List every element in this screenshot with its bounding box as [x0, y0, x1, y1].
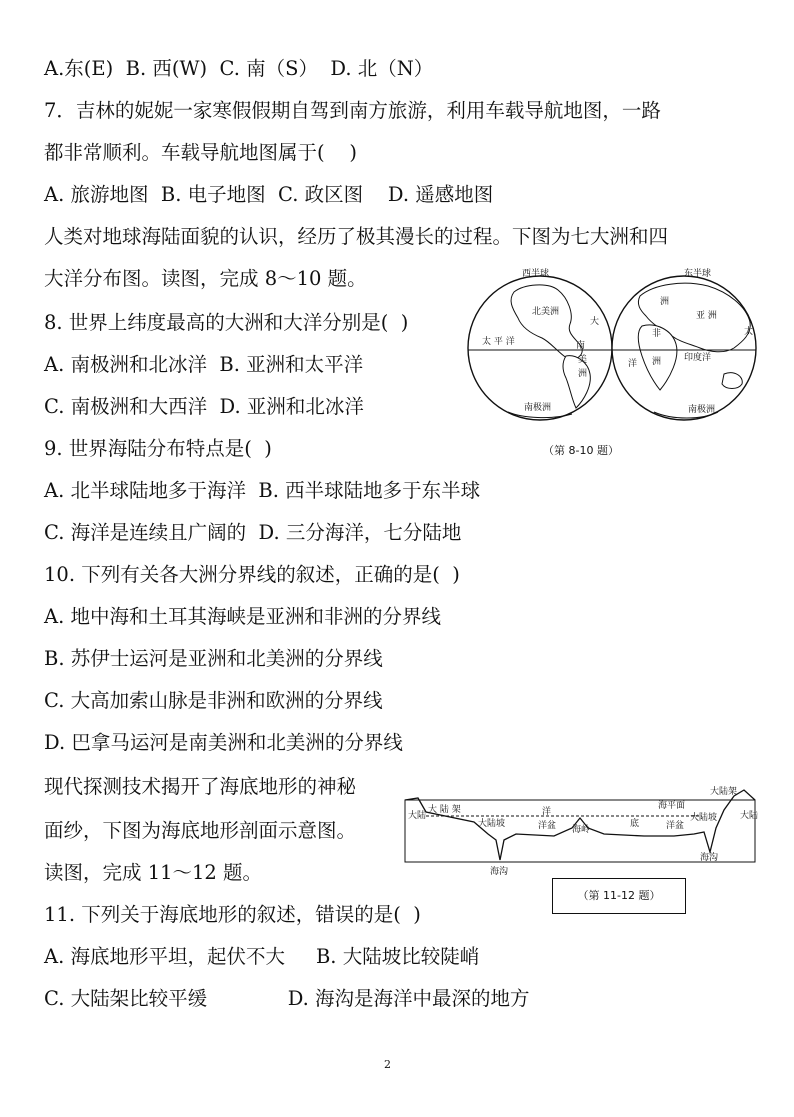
label-antarctica-west: 南极洲: [524, 403, 552, 413]
label-africa-zhou: 洲: [652, 357, 662, 367]
q10-option-d: D. 巴拿马运河是南美洲和北美洲的分界线: [44, 731, 403, 754]
q6-options: A.东(E) B. 西(W) C. 南（S） D. 北（N）: [44, 57, 434, 80]
map-figure-caption: （第 8-10 题）: [543, 444, 619, 457]
label-bottom: 底: [630, 819, 640, 829]
label-south-america-3: 洲: [578, 369, 588, 379]
q10-stem: 10. 下列有关各大洲分界线的叙述，正确的是( ): [44, 563, 460, 586]
label-east-hemisphere: 东半球: [684, 269, 712, 279]
seafloor-figure-caption: （第 11-12 题）: [552, 878, 686, 914]
intro2-line3: 读图，完成 11～12 题。: [44, 861, 263, 884]
label-atlantic-west: 大: [590, 317, 600, 327]
label-europe: 洲: [660, 297, 670, 307]
q9-options-2: C. 海洋是连续且广阔的 D. 三分海洋，七分陆地: [44, 521, 462, 544]
label-ridge: 海岭: [572, 825, 591, 835]
q11-options-ab: A. 海底地形平坦，起伏不大 B. 大陆坡比较陡峭: [44, 945, 480, 968]
label-continent-right: 大陆: [740, 811, 759, 821]
label-antarctica-east: 南极洲: [688, 405, 716, 415]
intro1-line2: 大洋分布图。读图，完成 8～10 题。: [44, 267, 367, 290]
q9-options-1: A. 北半球陆地多于海洋 B. 西半球陆地多于东半球: [44, 479, 481, 502]
q9-stem: 9. 世界海陆分布特点是( ): [44, 437, 272, 460]
label-pacific-west: 太 平 洋: [482, 337, 515, 347]
label-ocean: 洋: [542, 807, 552, 817]
label-indian-ocean: 印度洋: [684, 353, 712, 363]
q11-options-cd: C. 大陆架比较平缓 D. 海沟是海洋中最深的地方: [44, 987, 530, 1010]
label-basin-right: 洋盆: [666, 821, 685, 831]
seafloor-profile-svg: [404, 782, 759, 880]
label-trench-right: 海沟: [700, 853, 719, 863]
label-shelf-left: 大 陆 架: [428, 805, 461, 815]
q10-option-a: A. 地中海和土耳其海峡是亚洲和非洲的分界线: [44, 605, 441, 628]
page-number: 2: [384, 1058, 391, 1071]
q7-stem-line2: 都非常顺利。车载导航地图属于( ): [44, 141, 358, 164]
q10-option-b: B. 苏伊士运河是亚洲和北美洲的分界线: [44, 647, 383, 670]
label-atlantic-east: 洋: [628, 359, 638, 369]
q10-option-c: C. 大高加索山脉是非洲和欧洲的分界线: [44, 689, 383, 712]
label-pacific-east: 太: [744, 327, 754, 337]
label-south-america-1: 南: [576, 341, 586, 351]
label-north-america: 北美洲: [532, 307, 560, 317]
seafloor-profile-figure: [404, 782, 759, 880]
q7-stem-line1: 7．吉林的妮妮一家寒假假期自驾到南方旅游，利用车载导航地图，一路: [44, 99, 661, 122]
q7-options: A. 旅游地图 B. 电子地图 C. 政区图 D. 遥感地图: [44, 183, 494, 206]
intro2-line1: 现代探测技术揭开了海底地形的神秘: [44, 775, 357, 798]
label-south-america-2: 美: [578, 355, 588, 365]
q8-options-2: C. 南极洲和大西洋 D. 亚洲和北冰洋: [44, 395, 364, 418]
q8-stem: 8. 世界上纬度最高的大洲和大洋分别是( ): [44, 311, 409, 334]
label-continent-left-1: 大陆: [408, 811, 427, 821]
label-africa: 非: [652, 329, 662, 339]
label-basin-left: 洋盆: [538, 821, 557, 831]
australia-shape: [722, 373, 742, 389]
hemisphere-map-svg: [462, 262, 762, 428]
intro1-line1: 人类对地球海陆面貌的认识，经历了极其漫长的过程。下图为七大洲和四: [44, 225, 669, 248]
label-slope-right: 大陆坡: [690, 813, 718, 823]
intro2-line2: 面纱，下图为海底地形剖面示意图。: [44, 819, 357, 842]
q8-options-1: A. 南极洲和北冰洋 B. 亚洲和太平洋: [44, 353, 364, 376]
label-trench-left: 海沟: [490, 867, 509, 877]
label-asia: 亚 洲: [696, 311, 717, 321]
label-sea-level: 海平面: [658, 801, 686, 811]
label-slope-left: 大陆坡: [478, 819, 506, 829]
hemisphere-map-figure: [462, 262, 762, 428]
q11-stem: 11. 下列关于海底地形的叙述，错误的是( ): [44, 903, 421, 926]
label-shelf-right: 大陆架: [710, 787, 738, 797]
label-west-hemisphere: 西半球: [522, 269, 550, 279]
